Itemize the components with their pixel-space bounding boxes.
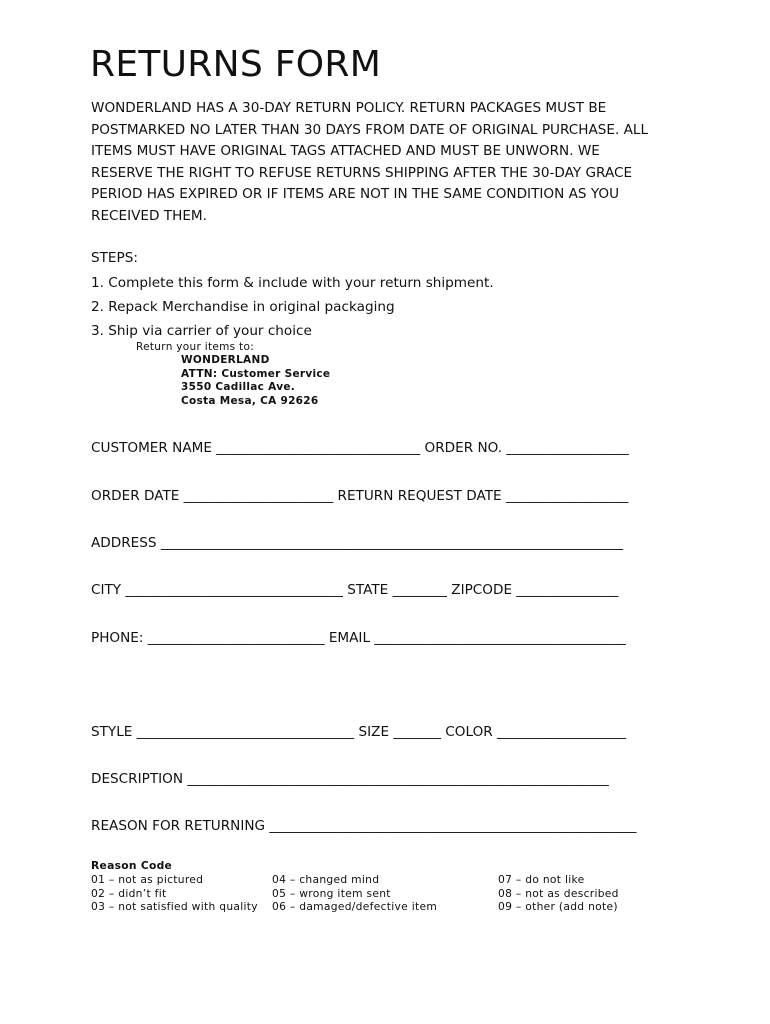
steps-heading: STEPS: — [91, 250, 138, 266]
reason-code-item: 03 – not satisfied with quality — [91, 900, 258, 914]
reason-for-returning-line[interactable]: REASON FOR RETURNING ______________________________________________________ — [91, 818, 637, 834]
step-2: 2. Repack Merchandise in original packaging — [91, 299, 395, 315]
reason-codes-col-3 — [498, 859, 619, 914]
phone-email-line[interactable]: PHONE: __________________________ EMAIL _____________________________________ — [91, 630, 626, 646]
reason-code-item: 02 – didn’t fit — [91, 886, 167, 900]
reason-code-item: 01 – not as pictured — [91, 872, 204, 886]
address-line: WONDERLAND — [181, 354, 270, 366]
reason-codes-col-2 — [272, 859, 437, 914]
return-to-label: Return your items to: — [136, 341, 255, 353]
customer-name-order-no-line[interactable]: CUSTOMER NAME ______________________________ ORDER NO. __________________ — [91, 440, 629, 456]
reason-code-item: 09 – other (add note) — [498, 900, 618, 914]
address-line: ATTN: Customer Service — [181, 367, 331, 380]
address-line-field[interactable]: ADDRESS ____________________________________________________________________ — [91, 535, 624, 551]
reason-code-item: 04 – changed mind — [272, 872, 380, 886]
page-title: RETURNS FORM — [90, 44, 382, 85]
return-policy-text: WONDERLAND HAS A 30-DAY RETURN POLICY. RETURN PACKAGES MUST BE POSTMARKED NO LATER THAN 30 DAYS FROM DATE OF ORIGINAL PURCHASE. ALL ITEMS MUST HAVE ORIGINAL TAGS ATTACHED AND MUST BE UNWORN. WE RESERVE THE RIGHT TO REFUSE RETURNS SHIPPING AFTER THE 30-DAY GRACE PERIOD HAS EXPIRED OR IF ITEMS ARE NOT IN THE SAME CONDITION AS YOU RECEIVED THEM. — [91, 100, 649, 224]
address-line: Costa Mesa, CA 92626 — [181, 395, 319, 408]
style-size-color-line[interactable]: STYLE ________________________________ SIZE _______ COLOR ___________________ — [91, 724, 627, 740]
reason-code-item: 06 – damaged/defective item — [272, 900, 438, 914]
reason-codes-col-1 — [91, 859, 258, 914]
order-date-return-request-date-line[interactable]: ORDER DATE ______________________ RETURN REQUEST DATE __________________ — [91, 488, 629, 504]
reason-code-item: 08 – not as described — [498, 886, 619, 900]
address-line: 3550 Cadillac Ave. — [181, 381, 296, 394]
city-state-zipcode-line[interactable]: CITY ________________________________ STATE ________ ZIPCODE _______________ — [91, 582, 619, 598]
step-1: 1. Complete this form & include with your return shipment. — [91, 275, 494, 291]
reason-code-heading: Reason Code — [91, 859, 173, 872]
reason-code-item: 05 – wrong item sent — [272, 886, 391, 900]
return-address — [181, 354, 330, 409]
description-line[interactable]: DESCRIPTION ______________________________________________________________ — [91, 771, 609, 787]
step-3: 3. Ship via carrier of your choice — [91, 323, 312, 339]
reason-code-item: 07 – do not like — [498, 872, 585, 886]
